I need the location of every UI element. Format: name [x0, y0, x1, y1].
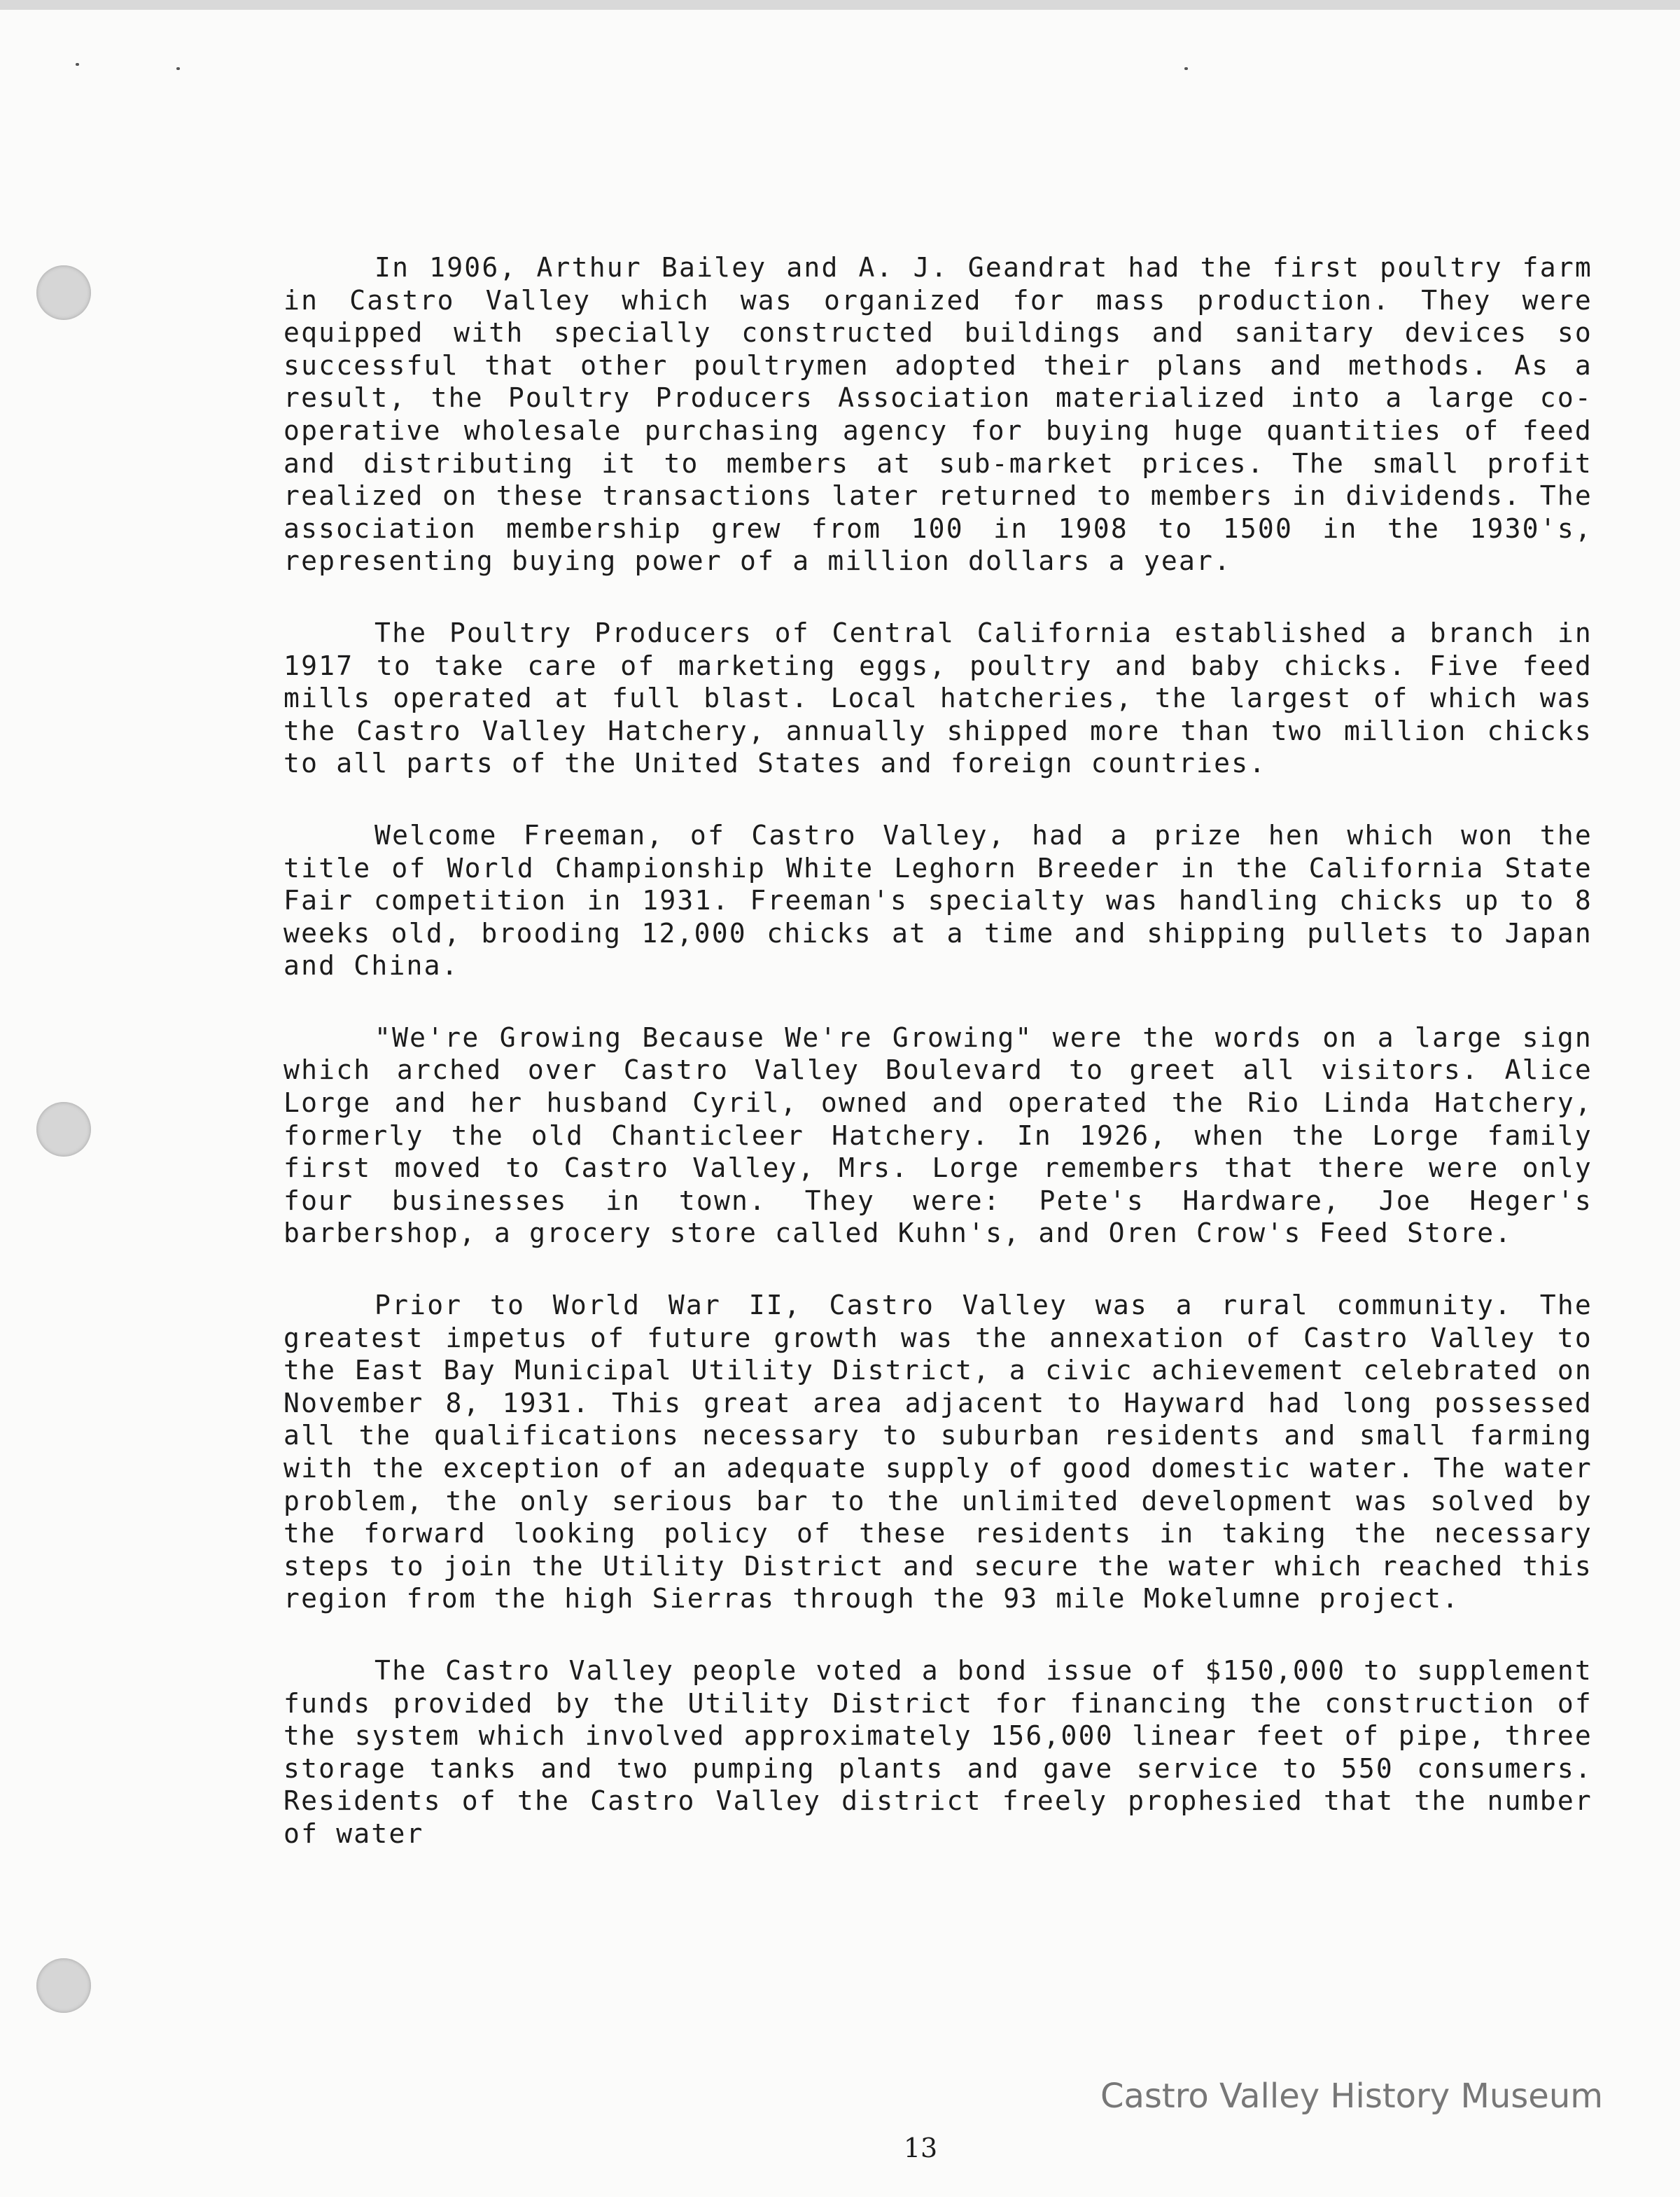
paragraph-bond-issue: The Castro Valley people voted a bond issue of $150,000 to supplement funds provided by the Utility District for financing the construction of the system which involved approximately 156,000 linear feet of pipe, three storage tanks and two pumping plants and gave service to 550 consumers. Residents of the Castro Valley district freely prophesied that the number of water [284, 1654, 1592, 1849]
paragraph-poultry-farm: In 1906, Arthur Bailey and A. J. Geandrat had the first poultry farm in Castro Valley which was organized for mass production. They were equipped with specially constructed buildings and sanitary devices so successful that other poultrymen adopted their plans and methods. As a result, the Poultry Producers Association materialized into a large co-operative wholesale purchasing agency for buying huge quantities of feed and distributing it to members at sub-market prices. The small profit realized on these transactions later returned to members in dividends. The association membership grew from 100 in 1908 to 1500 in the 1930's, representing buying power of a million dollars a year. [284, 252, 1592, 577]
binder-hole-top [36, 265, 91, 320]
binder-hole-middle [36, 1102, 91, 1157]
paragraph-growing-sign: "We're Growing Because We're Growing" were the words on a large sign which arched over Castro Valley Boulevard to greet all visitors. Alice Lorge and her husband Cyril, owned and operated the Rio Linda Hatchery, formerly the old Chanticleer Hatchery. In 1926, when the Lorge family first moved to Castro Valley, Mrs. Lorge remembers that there were only four businesses in town. They were: Pete's Hardware, Joe Heger's barbershop, a grocery store called Kuhn's, and Oren Crow's Feed Store. [284, 1021, 1592, 1249]
body-text [284, 251, 1592, 1890]
binder-hole-bottom [36, 1958, 91, 2013]
paragraph-poultry-producers: The Poultry Producers of Central California established a branch in 1917 to take care of marketing eggs, poultry and baby chicks. Five feed mills operated at full blast. Local hatcheries, the largest of which was the Castro Valley Hatchery, annually shipped more than two million chicks to all parts of the United States and foreign countries. [284, 617, 1592, 779]
scan-speck [76, 63, 79, 66]
paragraph-welcome-freeman: Welcome Freeman, of Castro Valley, had a prize hen which won the title of World Championship White Leghorn Breeder in the California State Fair competition in 1931. Freeman's specialty was handling chicks up to 8 weeks old, brooding 12,000 chicks at a time and shipping pullets to Japan and China. [284, 819, 1592, 982]
scan-speck [176, 67, 180, 70]
paragraph-utility-district: Prior to World War II, Castro Valley was a rural community. The greatest impetus of future growth was the annexation of Castro Valley to the East Bay Municipal Utility District, a civic achievement celebrated on November 8, 1931. This great area adjacent to Hayward had long possessed all the qualifications necessary to suburban residents and small farming with the exception of an adequate supply of good domestic water. The water problem, the only serious bar to the unlimited development was solved by the forward looking policy of these residents in taking the necessary steps to join the Utility District and secure the water which reached this region from the high Sierras through the 93 mile Mokelumne project. [284, 1290, 1592, 1614]
museum-watermark: Castro Valley History Museum [1100, 2077, 1603, 2116]
page-number: 13 [903, 2133, 938, 2163]
scan-speck [1184, 67, 1188, 70]
